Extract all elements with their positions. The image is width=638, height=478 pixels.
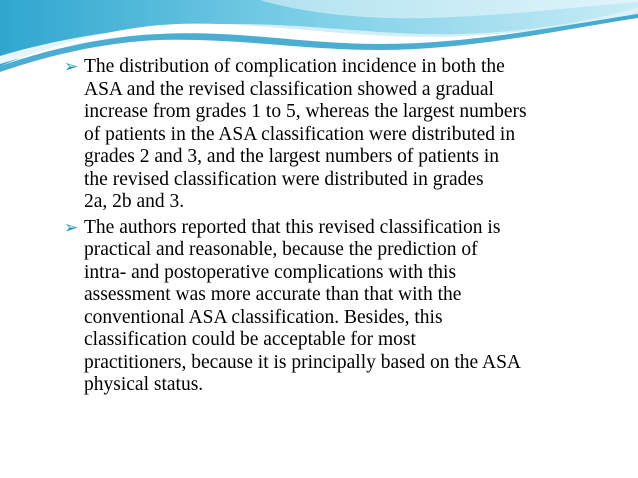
bullet-item: [64, 56, 604, 214]
bullet-text: The distribution of complication incidence in both the ASA and the revised classification showed a gradual increase from grades 1 to 5, whereas the largest numbers of patients in the ASA classification were distributed in grades 2 and 3, and the largest numbers of patients in the revised classification were distributed in grades 2a, 2b and 3.: [84, 56, 527, 212]
arrow-bullet-icon: ➢: [64, 57, 79, 77]
arrow-bullet-icon: ➢: [64, 217, 79, 238]
bullet-text: The authors reported that this revised classification is practical and reasonable, because the prediction of intra- and postoperative complications with this assessment was more accurate than that with the conventional ASA classification. Besides, this classification could be acceptable for most practitioners, because it is principally based on the ASA physical status.: [84, 216, 522, 395]
bullet-list: [64, 56, 604, 400]
bullet-item: [64, 217, 604, 397]
